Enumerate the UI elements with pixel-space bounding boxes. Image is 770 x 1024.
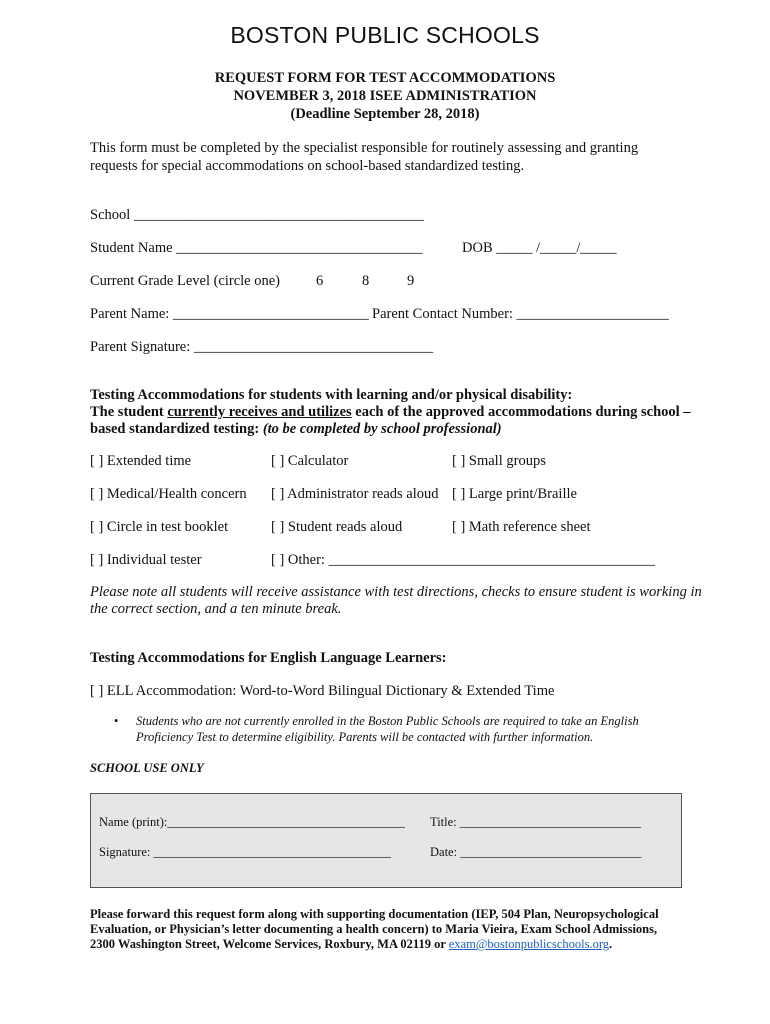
checkbox-medical-health[interactable]: [ ] Medical/Health concern	[90, 486, 247, 502]
intro-line-2: requests for special accommodations on school-based standardized testing.	[90, 158, 525, 174]
ell-note-line-1: Students who are not currently enrolled in the Boston Public Schools are required to take an English	[136, 714, 639, 728]
staff-title-field[interactable]: Title: _____________________________	[430, 815, 642, 829]
school-use-heading: SCHOOL USE ONLY	[90, 761, 204, 775]
footer-line-1: Please forward this request form along with supporting documentation (IEP, 504 Plan, Neuropsychological	[90, 907, 659, 921]
checkbox-large-print[interactable]: [ ] Large print/Braille	[452, 486, 577, 502]
intro-line-1: This form must be completed by the specialist responsible for routinely assessing and granting	[90, 140, 639, 156]
grade-level-label: Current Grade Level (circle one)	[90, 273, 281, 289]
page-title: BOSTON PUBLIC SCHOOLS	[230, 22, 540, 48]
footer-line-3: 2300 Washington Street, Welcome Services, Roxbury, MA 02119 or exam@bostonpublicschools.org.	[90, 937, 613, 951]
bullet-icon: •	[114, 714, 119, 728]
checkbox-extended-time[interactable]: [ ] Extended time	[90, 453, 192, 469]
grade-option-6[interactable]: 6	[316, 273, 324, 289]
ell-heading: Testing Accommodations for English Language Learners:	[90, 650, 447, 666]
disability-heading: Testing Accommodations for students with learning and/or physical disability:	[90, 387, 573, 403]
ell-note-line-2: Proficiency Test to determine eligibility. Parents will be contacted with further information.	[136, 730, 594, 744]
checkbox-calculator[interactable]: [ ] Calculator	[271, 453, 349, 469]
school-field[interactable]: School ________________________________________	[90, 207, 424, 223]
parent-contact-field[interactable]: Parent Contact Number: _____________________	[372, 306, 669, 322]
parent-signature-field[interactable]: Parent Signature: _________________________________	[90, 339, 434, 355]
disability-line-2: The student currently receives and utilizes each of the approved accommodations during school –	[90, 404, 691, 420]
checkbox-admin-reads-aloud[interactable]: [ ] Administrator reads aloud	[271, 486, 439, 502]
email-link[interactable]: exam@bostonpublicschools.org	[448, 937, 610, 951]
dob-field[interactable]: DOB _____ /_____/_____	[462, 240, 617, 256]
checkbox-individual-tester[interactable]: [ ] Individual tester	[90, 552, 202, 568]
grade-option-8[interactable]: 8	[362, 273, 370, 289]
checkbox-circle-booklet[interactable]: [ ] Circle in test booklet	[90, 519, 229, 535]
checkbox-student-reads-aloud[interactable]: [ ] Student reads aloud	[271, 519, 403, 535]
assistance-note-line-2: the correct section, and a ten minute break.	[90, 601, 342, 617]
parent-name-field[interactable]: Parent Name: ___________________________	[90, 306, 369, 322]
disability-line-3: based standardized testing: (to be completed by school professional)	[90, 421, 502, 437]
checkbox-ell-accommodation[interactable]: [ ] ELL Accommodation: Word-to-Word Bilingual Dictionary & Extended Time	[90, 683, 555, 699]
administration-date: NOVEMBER 3, 2018 ISEE ADMINISTRATION	[233, 88, 537, 104]
student-name-field[interactable]: Student Name __________________________________	[90, 240, 423, 256]
checkbox-small-groups[interactable]: [ ] Small groups	[452, 453, 546, 469]
staff-date-field[interactable]: Date: _____________________________	[430, 845, 642, 859]
school-use-box	[90, 793, 682, 888]
footer-line-2: Evaluation, or Physician’s letter documenting a health concern) to Maria Vieira, Exam School Admissions,	[90, 922, 658, 936]
form-title: REQUEST FORM FOR TEST ACCOMMODATIONS	[214, 70, 556, 86]
staff-signature-field[interactable]: Signature: ______________________________________	[99, 845, 392, 859]
grade-option-9[interactable]: 9	[407, 273, 415, 289]
assistance-note-line-1: Please note all students will receive assistance with test directions, checks to ensure student is working in	[90, 584, 702, 600]
checkbox-other[interactable]: [ ] Other: _____________________________________________	[271, 552, 655, 568]
staff-name-field[interactable]: Name (print):______________________________________	[99, 815, 405, 829]
checkbox-math-reference[interactable]: [ ] Math reference sheet	[452, 519, 591, 535]
deadline: (Deadline September 28, 2018)	[290, 106, 480, 122]
